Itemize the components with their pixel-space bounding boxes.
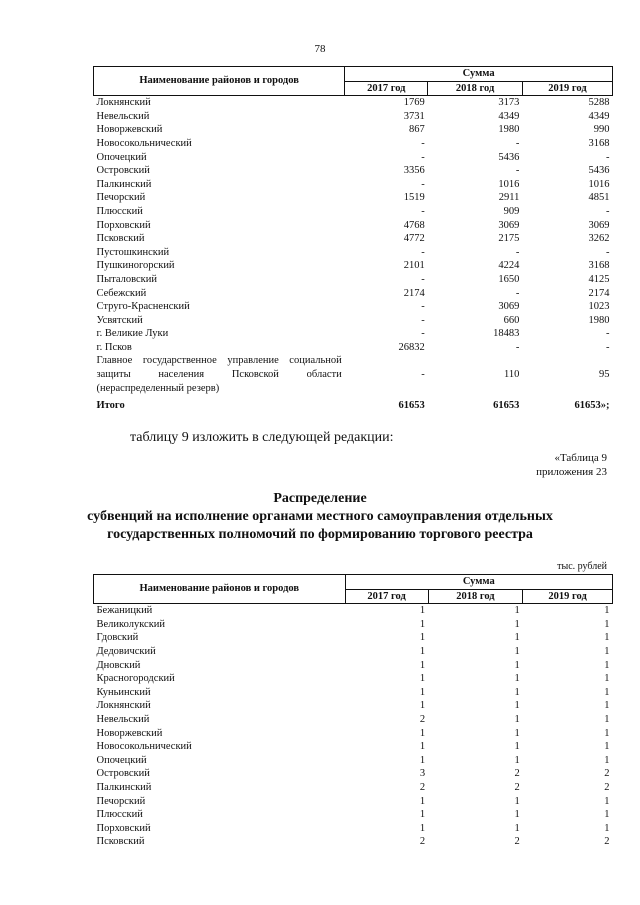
heading-line-1: Распределение: [273, 491, 367, 506]
row-value-2017: 1: [419, 809, 426, 821]
row-value-2019: -: [606, 205, 610, 217]
row-value-2019: 1: [604, 632, 610, 644]
row-value-2018: -: [515, 137, 520, 149]
reserve-2017: -: [421, 369, 425, 381]
row-name: Струго-Красненский: [96, 301, 190, 313]
row-value-2017: 2174: [403, 287, 425, 299]
table-row: [94, 767, 613, 781]
reserve-line-2: защиты населения Псковской области: [96, 369, 342, 381]
row-value-2018: 909: [503, 205, 520, 217]
table-row: [94, 137, 613, 151]
row-value-2017: 1: [419, 741, 426, 753]
row-value-2019: 3262: [588, 233, 610, 245]
row-value-2018: 1: [514, 795, 520, 807]
table-row: [94, 672, 613, 686]
table-row: [94, 822, 613, 836]
row-name: Печорский: [96, 192, 146, 204]
table-row: [94, 273, 613, 287]
table-row: [94, 727, 613, 741]
total-2019: 61653»;: [574, 400, 610, 412]
row-value-2019: -: [606, 246, 610, 258]
row-value-2017: 2: [419, 836, 426, 848]
row-value-2017: 26832: [398, 341, 425, 353]
row-value-2017: -: [421, 246, 425, 258]
row-name: Гдовский: [96, 632, 139, 644]
table-row: [94, 110, 613, 124]
row-value-2018: 1650: [498, 273, 520, 285]
reserve-line-1: Главное государственное управление социальной: [96, 355, 342, 367]
row-name: Опочецкий: [96, 151, 147, 163]
row-value-2019: 5436: [588, 165, 610, 177]
total-2018: 61653: [493, 400, 520, 412]
table-row: [94, 341, 613, 355]
row-value-2017: 4768: [403, 219, 425, 231]
total-2017: 61653: [398, 400, 425, 412]
table-row: [94, 219, 613, 233]
row-name: Бежаницкий: [96, 605, 153, 617]
row-value-2018: 18483: [493, 328, 520, 340]
row-value-2017: 1: [419, 754, 426, 766]
row-value-2018: 1: [514, 822, 520, 834]
row-name: Локнянский: [96, 97, 151, 109]
row-name: Порховский: [96, 822, 151, 834]
row-value-2019: 1: [604, 673, 610, 685]
row-name: Палкинский: [96, 178, 152, 190]
heading-line-3: государственных полномочий по формированию торгового реестра: [107, 527, 533, 542]
row-value-2018: 2175: [498, 233, 520, 245]
row-name: Новоржевский: [96, 727, 163, 739]
row-name: Невельский: [96, 110, 150, 122]
row-value-2019: 2174: [588, 287, 610, 299]
row-name: Новосокольнический: [96, 137, 192, 149]
row-name: Опочецкий: [96, 754, 147, 766]
row-value-2018: 4349: [498, 110, 520, 122]
row-value-2018: 1: [514, 741, 520, 753]
row-name: Новоржевский: [96, 124, 163, 136]
table-row: [94, 164, 613, 178]
row-name: Пустошкинский: [96, 246, 170, 258]
row-value-2019: 990: [593, 124, 610, 136]
table-row: [94, 659, 613, 673]
row-value-2019: -: [606, 151, 610, 163]
row-value-2018: -: [515, 287, 520, 299]
row-value-2019: 3069: [588, 219, 610, 231]
row-name: Печорский: [96, 795, 146, 807]
row-value-2019: 1: [604, 700, 610, 712]
row-name: Дновский: [96, 659, 141, 671]
row-name: Псковский: [96, 233, 145, 245]
table-reference: [536, 451, 607, 479]
table-row: [94, 835, 613, 849]
row-value-2017: 1: [419, 686, 426, 698]
row-value-2019: 1023: [588, 301, 610, 313]
page-number: 78: [314, 43, 326, 55]
row-value-2018: -: [515, 165, 520, 177]
table-subventions-2: [93, 574, 613, 849]
table-row: [94, 686, 613, 700]
row-value-2018: 3173: [498, 97, 520, 109]
row-value-2019: -: [606, 328, 610, 340]
row-value-2019: 1: [604, 686, 610, 698]
row-value-2018: 2: [514, 768, 520, 780]
row-name: г. Псков: [96, 341, 132, 353]
amendment-paragraph: таблицу 9 изложить в следующей редакции:: [130, 430, 394, 445]
row-value-2018: 1: [514, 686, 520, 698]
table-row: [94, 631, 613, 645]
table-row: [94, 327, 613, 341]
row-value-2019: 1: [604, 754, 610, 766]
row-name: Новосокольнический: [96, 741, 192, 753]
row-value-2019: -: [606, 341, 610, 353]
row-value-2018: 1: [514, 713, 520, 725]
table-subventions-1: [93, 66, 613, 413]
table-row: [94, 96, 613, 110]
row-name: Куньинский: [96, 686, 151, 698]
row-value-2018: 1: [514, 645, 520, 657]
row-value-2017: -: [421, 137, 425, 149]
table-row: [94, 604, 613, 618]
table-row: [94, 191, 613, 205]
row-value-2017: 1519: [403, 192, 425, 204]
row-value-2019: 1980: [588, 314, 610, 326]
row-value-2017: 1: [419, 659, 426, 671]
row-value-2018: 1: [514, 809, 520, 821]
table-row: [94, 123, 613, 137]
row-value-2019: 1: [604, 741, 610, 753]
row-name: г. Великие Луки: [96, 328, 169, 340]
table-row: [94, 781, 613, 795]
table1-reserve-row-3: [94, 382, 613, 396]
heading-line-2: субвенций на исполнение органами местного самоуправления отдельных: [87, 509, 553, 524]
row-value-2019: 1: [604, 645, 610, 657]
table-reference-line-1: «Таблица 9: [554, 452, 607, 464]
row-value-2018: 3069: [498, 301, 520, 313]
table2-year-2019: 2019 год: [523, 589, 613, 604]
row-value-2017: 867: [409, 124, 425, 136]
row-value-2018: 3069: [498, 219, 520, 231]
table-row: [94, 259, 613, 273]
table2-year-2017: 2017 год: [345, 589, 428, 604]
row-value-2019: 4851: [588, 192, 610, 204]
row-value-2018: 5436: [498, 151, 520, 163]
table-row: [94, 287, 613, 301]
row-value-2018: 2911: [498, 192, 520, 204]
row-value-2019: 1: [604, 618, 610, 630]
row-value-2019: 1: [604, 659, 610, 671]
row-value-2017: -: [421, 314, 425, 326]
row-value-2017: 2: [419, 713, 426, 725]
row-name: Пыталовский: [96, 273, 157, 285]
row-value-2019: 1: [604, 822, 610, 834]
row-value-2017: 1: [419, 700, 426, 712]
row-name: Плюсский: [96, 205, 143, 217]
table-row: [94, 713, 613, 727]
table-row: [94, 232, 613, 246]
row-value-2017: -: [421, 301, 425, 313]
row-value-2018: 4224: [498, 260, 520, 272]
row-name: Плюсский: [96, 809, 143, 821]
table-row: [94, 151, 613, 165]
table-row: [94, 178, 613, 192]
row-value-2018: 1: [514, 659, 520, 671]
total-label: Итого: [96, 400, 125, 412]
table1-year-2019: 2019 год: [522, 81, 612, 96]
row-value-2019: 4349: [588, 110, 610, 122]
row-value-2018: -: [515, 246, 520, 258]
row-name: Псковский: [96, 836, 145, 848]
row-name: Островский: [96, 165, 150, 177]
row-value-2018: 1980: [498, 124, 520, 136]
table1-col-name: Наименование районов и городов: [94, 67, 345, 96]
row-value-2017: -: [421, 151, 425, 163]
row-value-2017: 4772: [403, 233, 425, 245]
reserve-2019: 95: [599, 369, 610, 381]
row-value-2019: 3168: [588, 137, 610, 149]
row-value-2018: 1: [514, 727, 520, 739]
row-value-2017: 1: [419, 632, 426, 644]
table-row: [94, 808, 613, 822]
row-value-2017: 1: [419, 645, 426, 657]
row-name: Пушкиногорский: [96, 260, 175, 272]
row-name: Красногородский: [96, 673, 175, 685]
table-row: [94, 618, 613, 632]
row-value-2019: 5288: [588, 97, 610, 109]
row-value-2017: -: [421, 328, 425, 340]
table1-total-row: [94, 395, 613, 413]
table2-year-2018: 2018 год: [428, 589, 523, 604]
row-value-2018: 2: [514, 836, 520, 848]
table1-reserve-row-2: [94, 368, 613, 382]
reserve-2018: 110: [504, 369, 520, 381]
row-name: Невельский: [96, 713, 150, 725]
row-value-2019: 1: [604, 605, 610, 617]
reserve-line-3: (нераспределенный резерв): [96, 382, 220, 394]
row-value-2017: -: [421, 273, 425, 285]
table-row: [94, 314, 613, 328]
row-value-2017: 1: [419, 673, 426, 685]
row-value-2018: 2: [514, 781, 520, 793]
table-row: [94, 699, 613, 713]
row-value-2017: 3356: [403, 165, 425, 177]
row-value-2018: 660: [503, 314, 520, 326]
row-value-2017: 1: [419, 822, 426, 834]
table2-col-name: Наименование районов и городов: [94, 575, 346, 604]
units-label: тыс. рублей: [557, 561, 607, 572]
row-value-2018: -: [515, 341, 520, 353]
row-name: Себежский: [96, 287, 147, 299]
row-name: Усвятский: [96, 314, 143, 326]
table-row: [94, 740, 613, 754]
table-row: [94, 754, 613, 768]
row-name: Дедовичский: [96, 645, 156, 657]
row-value-2019: 2: [604, 768, 610, 780]
row-value-2019: 1: [604, 809, 610, 821]
row-value-2017: 1: [419, 727, 426, 739]
table1-year-2017: 2017 год: [345, 81, 428, 96]
table-reference-line-2: приложения 23: [536, 466, 607, 478]
row-value-2017: 1: [419, 795, 426, 807]
row-value-2017: 3731: [403, 110, 425, 122]
row-value-2017: 2: [419, 781, 426, 793]
section-heading: [0, 490, 640, 544]
row-value-2019: 1016: [588, 178, 610, 190]
row-value-2019: 2: [604, 781, 610, 793]
row-value-2018: 1: [514, 632, 520, 644]
row-value-2019: 3168: [588, 260, 610, 272]
table1-col-sum: Сумма: [345, 67, 613, 82]
table2-col-sum: Сумма: [345, 575, 612, 590]
row-value-2019: 2: [604, 836, 610, 848]
row-value-2018: 1: [514, 618, 520, 630]
row-name: Палкинский: [96, 781, 152, 793]
row-value-2017: -: [421, 205, 425, 217]
row-value-2017: -: [421, 178, 425, 190]
row-value-2018: 1016: [498, 178, 520, 190]
row-value-2017: 1: [419, 618, 426, 630]
row-value-2017: 1: [419, 605, 426, 617]
row-value-2017: 1769: [403, 97, 425, 109]
table1-year-2018: 2018 год: [428, 81, 523, 96]
row-value-2019: 1: [604, 713, 610, 725]
row-value-2018: 1: [514, 673, 520, 685]
row-value-2017: 2101: [403, 260, 425, 272]
row-value-2019: 1: [604, 795, 610, 807]
row-value-2019: 4125: [588, 273, 610, 285]
row-name: Локнянский: [96, 700, 151, 712]
table1-reserve-row: [94, 354, 613, 368]
table-row: [94, 205, 613, 219]
row-name: Великолукский: [96, 618, 166, 630]
row-value-2018: 1: [514, 700, 520, 712]
table-row: [94, 300, 613, 314]
table-row: [94, 795, 613, 809]
row-name: Островский: [96, 768, 150, 780]
row-value-2019: 1: [604, 727, 610, 739]
row-value-2018: 1: [514, 754, 520, 766]
table-row: [94, 246, 613, 260]
row-value-2017: 3: [419, 768, 426, 780]
table-row: [94, 645, 613, 659]
row-value-2018: 1: [514, 605, 520, 617]
row-name: Порховский: [96, 219, 151, 231]
